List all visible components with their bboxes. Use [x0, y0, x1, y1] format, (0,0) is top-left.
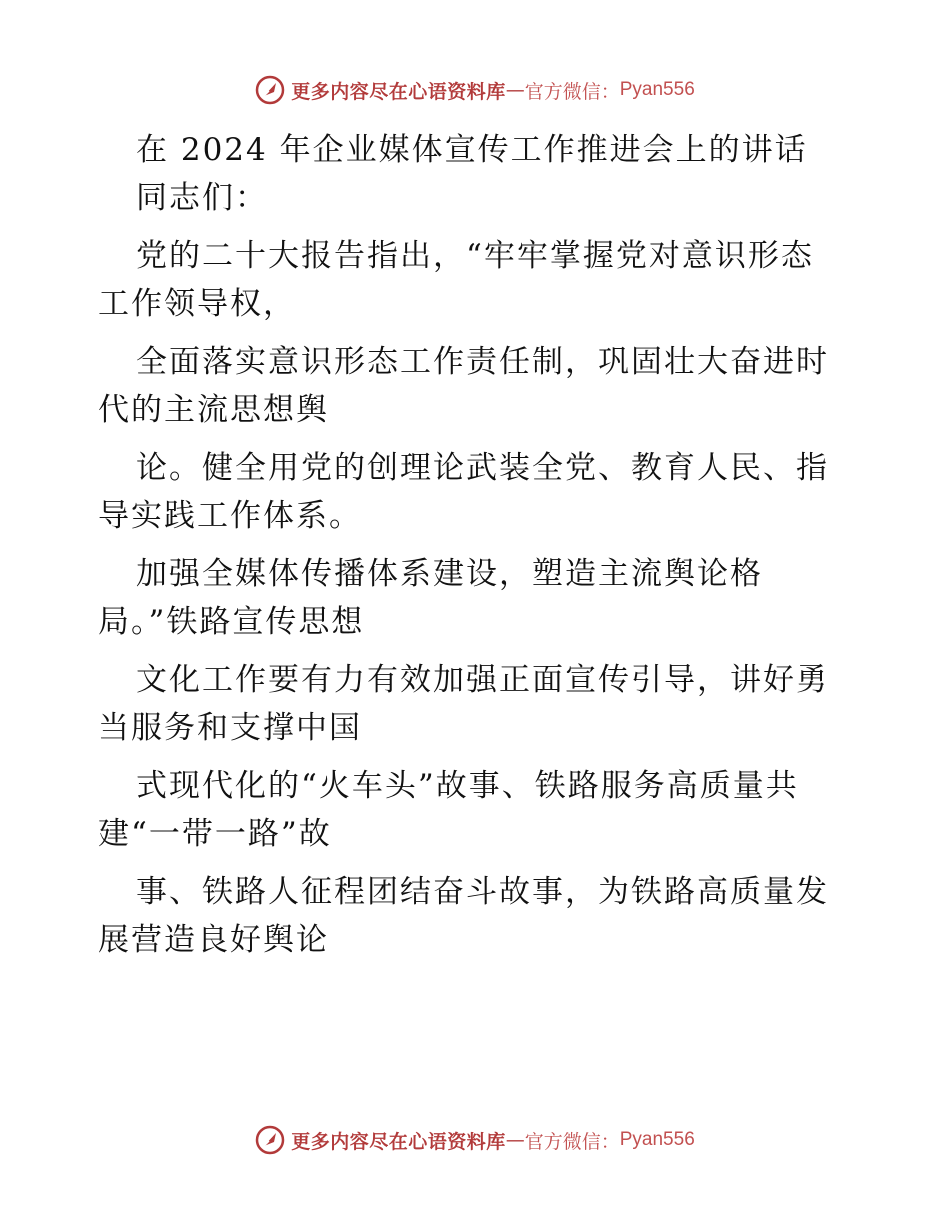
document-body [98, 126, 858, 964]
feather-pen-logo-icon [255, 1125, 285, 1155]
paragraph-line: 当服务和支撑中国 [98, 710, 362, 746]
watermark-wechat-id: Pyan556 [619, 79, 695, 100]
watermark-separator: — [505, 79, 525, 101]
header-watermark [0, 70, 950, 110]
watermark-separator: — [505, 1129, 525, 1151]
feather-pen-logo-icon [255, 75, 285, 105]
paragraph-line: 全面落实意识形态工作责任制，巩固壮大奋进时 [136, 344, 829, 380]
paragraph-line: 导实践工作体系。 [98, 498, 362, 534]
paragraph-line: 局。”铁路宣传思想 [98, 604, 365, 640]
paragraph-line: 文化工作要有力有效加强正面宣传引导，讲好勇 [136, 662, 829, 698]
paragraph-line: 代的主流思想舆 [98, 392, 329, 428]
document-title: 在 2024 年企业媒体宣传工作推进会上的讲话 [136, 132, 808, 168]
paragraph-line: 事、铁路人征程团结奋斗故事，为铁路高质量发 [136, 874, 829, 910]
watermark-main-text: 更多内容尽在心语资料库 [291, 80, 506, 103]
paragraph-line: 式现代化的“火车头”故事、铁路服务高质量共 [136, 768, 799, 804]
watermark-main-text: 更多内容尽在心语资料库 [291, 1130, 506, 1153]
paragraph-line: 建“一带一路”故 [98, 816, 332, 852]
watermark-secondary-text: 官方微信： [524, 80, 620, 103]
paragraph-line: 加强全媒体传播体系建设，塑造主流舆论格 [136, 556, 763, 592]
paragraph-line: 党的二十大报告指出，“牢牢掌握党对意识形态 [136, 238, 814, 274]
watermark-secondary-text: 官方微信： [524, 1130, 620, 1153]
document-salutation: 同志们： [136, 180, 268, 216]
watermark-wechat-id: Pyan556 [619, 1129, 695, 1150]
paragraph-line: 展营造良好舆论 [98, 922, 329, 958]
paragraph-line: 工作领导权， [98, 286, 296, 322]
footer-watermark [0, 1120, 950, 1160]
paragraph-line: 论。健全用党的创理论武装全党、教育人民、指 [136, 450, 829, 486]
